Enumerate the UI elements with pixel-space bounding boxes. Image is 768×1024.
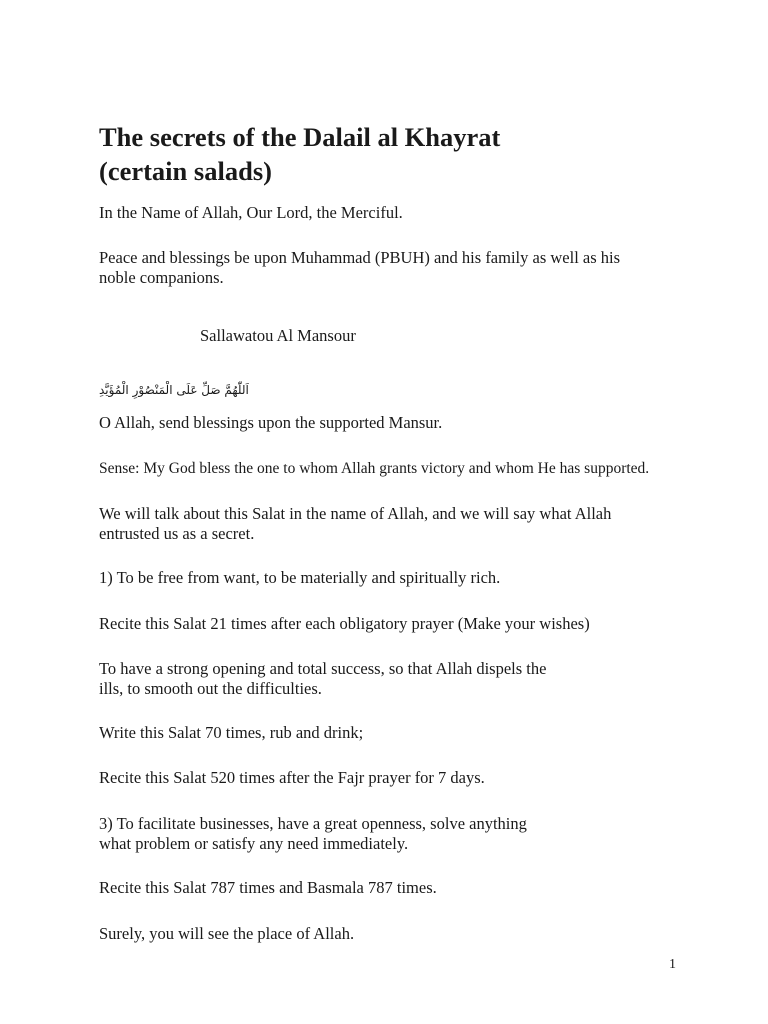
translation-text: O Allah, send blessings upon the supported Mansur. xyxy=(99,413,443,432)
closing-text: Surely, you will see the place of Allah. xyxy=(99,924,355,943)
opening-line-1: To have a strong opening and total success, so that Allah dispels the xyxy=(99,659,547,678)
basmala-instruction: Recite this Salat 787 times and Basmala 787 times. xyxy=(99,878,437,897)
blessings-line-2: noble companions. xyxy=(99,268,224,287)
write-instruction: Write this Salat 70 times, rub and drink; xyxy=(99,723,364,742)
item-3-line-2: what problem or satisfy any need immediately. xyxy=(99,834,409,853)
sense-text: Sense: My God bless the one to whom Allah grants victory and whom He has supported. xyxy=(99,460,650,477)
blessings-paragraph xyxy=(99,248,620,288)
item-3-line-1: 3) To facilitate businesses, have a great openness, solve anything xyxy=(99,814,527,833)
intro-line-2: entrusted us as a secret. xyxy=(99,524,255,543)
bismillah-text: In the Name of Allah, Our Lord, the Merciful. xyxy=(99,203,403,222)
intro-paragraph xyxy=(99,504,611,544)
item-3-paragraph xyxy=(99,814,527,854)
item-1-text: 1) To be free from want, to be materially and spiritually rich. xyxy=(99,568,501,587)
blessings-line-1: Peace and blessings be upon Muhammad (PBUH) and his family as well as his xyxy=(99,248,621,267)
fajr-instruction: Recite this Salat 520 times after the Fajr prayer for 7 days. xyxy=(99,768,485,787)
item-1-recite: Recite this Salat 21 times after each obligatory prayer (Make your wishes) xyxy=(99,614,590,633)
arabic-text: اَللّٰهُمَّ صَلِّ عَلَى الْمَنْصُوْرِ الْمُؤَيَّدِ xyxy=(99,383,249,397)
title-line-1: The secrets of the Dalail al Khayrat xyxy=(99,122,501,152)
intro-line-1: We will talk about this Salat in the name of Allah, and we will say what Allah xyxy=(99,504,612,523)
title-line-2: (certain salads) xyxy=(99,156,272,186)
opening-paragraph xyxy=(99,659,546,699)
document-title xyxy=(99,120,500,188)
section-heading: Sallawatou Al Mansour xyxy=(200,326,356,345)
page-number: 1 xyxy=(669,957,676,972)
opening-line-2: ills, to smooth out the difficulties. xyxy=(99,679,322,698)
